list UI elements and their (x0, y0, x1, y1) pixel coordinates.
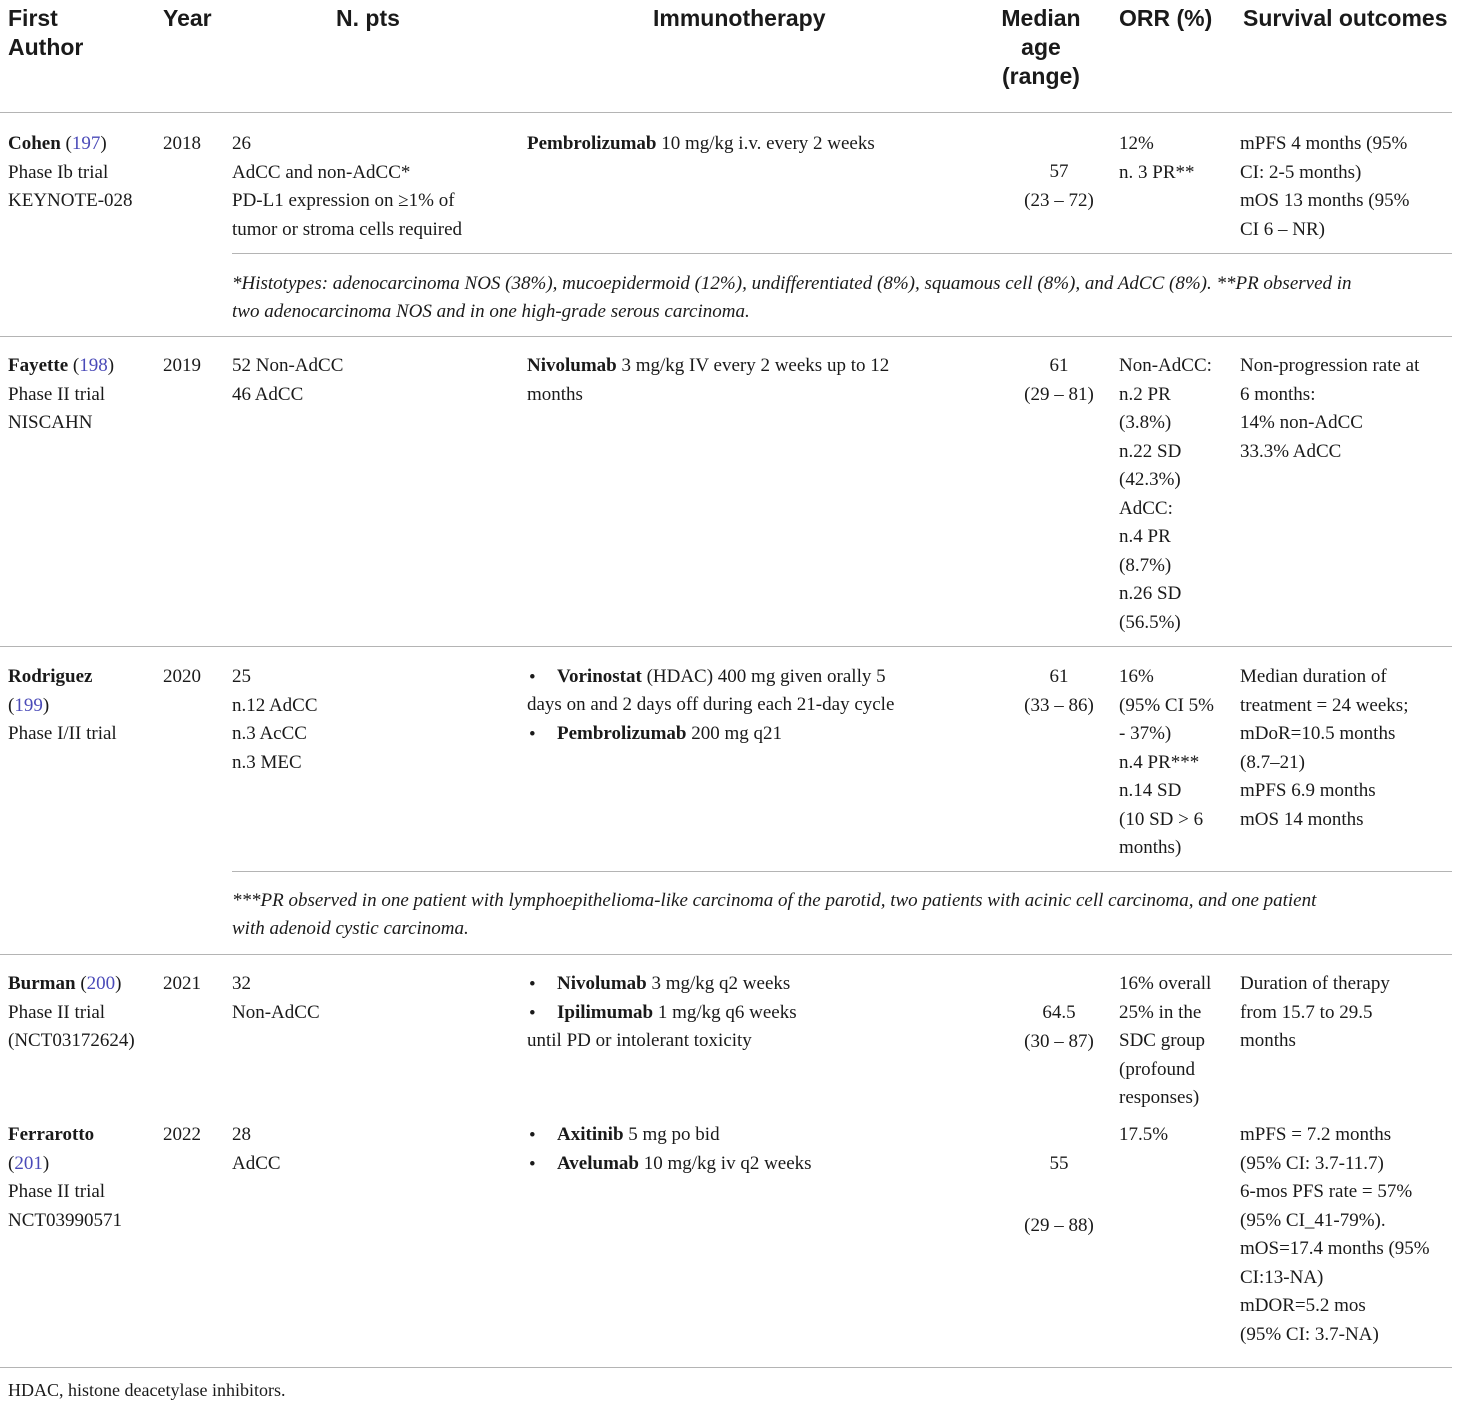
ferrarotto-age-median: 55 (1049, 1153, 1069, 1174)
author-name: Burman (8, 973, 76, 994)
row-divider (0, 954, 1452, 955)
note-line: ***PR observed in one patient with lymphoepithelioma-like carcinoma of the parotid, two patients with acinic cell carcinoma, and one patient (232, 890, 1317, 911)
rodriguez-year: 2020 (163, 666, 201, 687)
ferrarotto-survival (1240, 1121, 1430, 1349)
drug-name: Ipilimumab (557, 1002, 654, 1023)
orr-line: n.14 SD (1119, 780, 1182, 801)
drug-dose: 5 mg po bid (623, 1124, 720, 1145)
fayette-age (990, 352, 1128, 409)
burman-therapy-1 (557, 970, 790, 999)
age-line: (29 – 81) (1024, 383, 1094, 405)
fayette-survival (1240, 352, 1419, 466)
author-name: Cohen (8, 133, 61, 154)
survival-line: mOS=17.4 months (95% (1240, 1238, 1430, 1259)
age-line: (30 – 87) (1024, 1030, 1094, 1052)
author-line: Phase II trial (8, 383, 106, 405)
rodriguez-survival (1240, 663, 1408, 834)
age-line: 64.5 (1042, 1002, 1076, 1023)
npts-line: 25 (232, 666, 251, 687)
rodriguez-footnote (232, 887, 1316, 943)
orr-line: - 37%) (1119, 723, 1172, 744)
orr-line: responses) (1119, 1087, 1200, 1108)
npts-line: Non-AdCC (232, 1001, 320, 1023)
note-divider (232, 871, 1452, 872)
header-first-author-line: First (8, 5, 58, 31)
ferrarotto-npts (232, 1121, 281, 1178)
author-line: Phase Ib trial (8, 161, 109, 183)
rodriguez-orr (1119, 663, 1214, 863)
survival-line: treatment = 24 weeks; (1240, 694, 1409, 716)
bullet-icon: • (529, 667, 536, 688)
therapy-continuation: days on and 2 days off during each 21-day cycle (527, 694, 895, 715)
ferrarotto-age-range: (29 – 88) (1024, 1215, 1094, 1236)
npts-line: 28 (232, 1124, 251, 1145)
survival-line: 33.3% AdCC (1240, 440, 1342, 462)
author-line: Phase II trial (8, 1181, 106, 1202)
note-line: two adenocarcinoma NOS and in one high-grade serous carcinoma. (232, 301, 750, 322)
cohen-survival (1240, 130, 1409, 244)
author-line: KEYNOTE-028 (8, 190, 133, 211)
npts-line: n.3 MEC (232, 751, 302, 773)
header-median-age-line: age (1021, 34, 1061, 60)
survival-line: mPFS 6.9 months (1240, 780, 1376, 801)
orr-line: months) (1119, 837, 1182, 858)
header-survival: Survival outcomes (1243, 5, 1448, 31)
survival-line: Median duration of (1240, 666, 1387, 687)
orr-line: Non-AdCC: (1119, 355, 1212, 376)
ferrarotto-year: 2022 (163, 1124, 201, 1145)
orr-line: (3.8%) (1119, 412, 1172, 433)
row-divider (0, 646, 1452, 647)
burman-age (990, 999, 1128, 1056)
fayette-orr (1119, 352, 1212, 637)
orr-line: n.2 PR (1119, 383, 1171, 405)
burman-orr (1119, 970, 1211, 1113)
survival-line: from 15.7 to 29.5 (1240, 1001, 1373, 1023)
note-line: *Histotypes: adenocarcinoma NOS (38%), mucoepidermoid (12%), undifferentiated (8%), squamous cell (8%), and AdCC (8%). **PR observed in (232, 273, 1352, 294)
drug-dose: 10 mg/kg iv q2 weeks (638, 1153, 812, 1174)
survival-line: mPFS = 7.2 months (1240, 1124, 1392, 1145)
orr-line: AdCC: (1119, 497, 1173, 519)
orr-line: 25% in the (1119, 1001, 1202, 1023)
note-line: with adenoid cystic carcinoma. (232, 918, 469, 939)
drug-name: Axitinib (557, 1124, 624, 1145)
author-line: NCT03990571 (8, 1209, 122, 1231)
burman-npts (232, 970, 320, 1027)
drug-name: Avelumab (557, 1153, 639, 1174)
header-n-pts: N. pts (336, 5, 400, 31)
author-name: Rodriguez (8, 666, 93, 687)
orr-line: n.26 SD (1119, 583, 1182, 604)
cohen-author: Cohen (197) Phase Ib trial KEYNOTE-028 (8, 130, 133, 216)
drug-dose: 200 mg q21 (686, 723, 783, 744)
rodriguez-therapy-2 (557, 720, 782, 749)
cohen-age (990, 158, 1128, 215)
bullet-icon: • (529, 1125, 536, 1146)
rodriguez-therapy-1 (557, 663, 886, 692)
header-median-age (990, 4, 1092, 91)
reference-link[interactable]: 200 (86, 973, 116, 994)
survival-line: mDoR=10.5 months (1240, 723, 1396, 744)
header-median-age-line: (range) (1002, 63, 1080, 89)
ferrarotto-author: Ferrarotto (201) Phase II trial NCT03990571 (8, 1121, 122, 1235)
survival-line: 6 months: (1240, 383, 1316, 405)
header-first-author (8, 4, 83, 62)
age-line: (23 – 72) (1024, 189, 1094, 211)
burman-survival (1240, 970, 1390, 1056)
orr-line: (42.3%) (1119, 469, 1181, 490)
drug-dose: (HDAC) 400 mg given orally 5 (641, 666, 886, 687)
npts-line: 52 Non-AdCC (232, 355, 344, 376)
header-orr: ORR (%) (1119, 5, 1213, 31)
survival-line: mOS 13 months (95% (1240, 190, 1410, 211)
reference-link[interactable]: 199 (14, 694, 43, 716)
bullet-icon: • (529, 974, 536, 995)
orr-line: (profound (1119, 1058, 1195, 1080)
age-line: 57 (1049, 161, 1069, 182)
orr-line: (8.7%) (1119, 554, 1172, 576)
therapy-continuation: months (527, 383, 583, 405)
npts-line: n.3 AcCC (232, 723, 307, 744)
drug-dose: 1 mg/kg q6 weeks (653, 1002, 797, 1023)
survival-line: (95% CI_41-79%). (1240, 1209, 1386, 1231)
survival-line: Non-progression rate at (1240, 355, 1420, 376)
survival-line: 6-mos PFS rate = 57% (1240, 1181, 1413, 1202)
rodriguez-npts (232, 663, 318, 777)
therapy-continuation: until PD or intolerant toxicity (527, 1030, 752, 1051)
survival-line: mDOR=5.2 mos (1240, 1295, 1366, 1316)
cohen-year: 2018 (163, 133, 201, 154)
orr-line: (56.5%) (1119, 611, 1181, 633)
survival-line: mOS 14 months (1240, 808, 1364, 830)
npts-line: PD-L1 expression on ≥1% of (232, 190, 455, 211)
drug-dose: 10 mg/kg i.v. every 2 weeks (656, 133, 875, 154)
survival-line: CI: 2-5 months) (1240, 161, 1362, 183)
table-bottom-rule (0, 1367, 1452, 1368)
author-line: (NCT03172624) (8, 1030, 135, 1051)
rodriguez-author: Rodriguez (199) Phase I/II trial (8, 663, 117, 749)
survival-line: (95% CI: 3.7-NA) (1240, 1323, 1379, 1345)
bullet-icon: • (529, 1154, 536, 1175)
drug-name: Vorinostat (557, 666, 642, 687)
fayette-author: Fayette (198) Phase II trial NISCAHN (8, 352, 114, 438)
bullet-icon: • (529, 1003, 536, 1024)
ferrarotto-orr (1119, 1121, 1168, 1150)
header-first-author-line: Author (8, 34, 84, 60)
bullet-icon: • (529, 724, 536, 745)
ferrarotto-therapy-2 (557, 1150, 812, 1179)
survival-line: 14% non-AdCC (1240, 412, 1363, 433)
orr-line: (10 SD > 6 (1119, 808, 1204, 830)
drug-dose: 3 mg/kg q2 weeks (646, 973, 791, 994)
orr-line: SDC group (1119, 1030, 1206, 1051)
survival-line: months (1240, 1030, 1296, 1051)
cohen-therapy (527, 130, 875, 159)
header-divider (0, 112, 1452, 113)
reference-link[interactable]: 201 (14, 1152, 43, 1174)
drug-name: Nivolumab (527, 355, 617, 376)
npts-line: AdCC and non-AdCC* (232, 161, 411, 183)
author-line: Phase I/II trial (8, 723, 117, 744)
orr-line: 12% (1119, 133, 1154, 154)
orr-line: (95% CI 5% (1119, 694, 1214, 716)
npts-line: 46 AdCC (232, 383, 304, 405)
author-name: Fayette (8, 355, 69, 376)
orr-line: n.22 SD (1119, 440, 1182, 462)
row-divider (0, 336, 1452, 337)
orr-line: 16% overall (1119, 973, 1212, 994)
npts-line: 32 (232, 973, 251, 994)
note-divider (232, 253, 1452, 254)
age-line: (33 – 86) (1024, 694, 1094, 716)
header-median-age-line: Median (1001, 5, 1081, 31)
survival-line: Duration of therapy (1240, 973, 1390, 994)
drug-name: Pembrolizumab (527, 133, 657, 154)
author-name: Ferrarotto (8, 1124, 95, 1145)
drug-dose: 3 mg/kg IV every 2 weeks up to 12 (616, 355, 890, 376)
cohen-orr (1119, 130, 1195, 187)
survival-line: (95% CI: 3.7-11.7) (1240, 1152, 1384, 1174)
burman-author: Burman (200) Phase II trial (NCT03172624) (8, 970, 135, 1056)
npts-line: 26 (232, 133, 251, 154)
fayette-year: 2019 (163, 355, 201, 376)
orr-line: 16% (1119, 666, 1154, 687)
fayette-therapy (527, 352, 889, 409)
npts-line: AdCC (232, 1152, 281, 1174)
drug-name: Pembrolizumab (557, 723, 687, 744)
author-line: NISCAHN (8, 412, 93, 433)
rodriguez-age (990, 663, 1128, 720)
survival-line: CI 6 – NR) (1240, 218, 1325, 240)
reference-link[interactable]: 197 (71, 133, 101, 154)
cohen-npts (232, 130, 462, 244)
ferrarotto-therapy-1 (557, 1121, 720, 1150)
survival-line: mPFS 4 months (95% (1240, 133, 1408, 154)
orr-line: n. 3 PR** (1119, 161, 1195, 183)
header-immunotherapy: Immunotherapy (653, 5, 826, 31)
drug-name: Nivolumab (557, 973, 647, 994)
orr-line: n.4 PR*** (1119, 751, 1200, 773)
burman-therapy-2 (557, 999, 797, 1028)
fayette-npts (232, 352, 343, 409)
survival-line: CI:13-NA) (1240, 1266, 1324, 1288)
age-line: 61 (1049, 355, 1069, 376)
survival-line: (8.7–21) (1240, 751, 1305, 773)
orr-line: 17.5% (1119, 1124, 1169, 1145)
burman-year: 2021 (163, 973, 201, 994)
table-footnote: HDAC, histone deacetylase inhibitors. (8, 1380, 286, 1400)
npts-line: n.12 AdCC (232, 694, 318, 716)
author-line: Phase II trial (8, 1001, 106, 1023)
npts-line: tumor or stroma cells required (232, 218, 463, 240)
cohen-footnote (232, 270, 1352, 326)
reference-link[interactable]: 198 (79, 355, 108, 376)
age-line: 61 (1049, 666, 1069, 687)
orr-line: n.4 PR (1119, 526, 1171, 547)
header-year: Year (163, 5, 212, 31)
